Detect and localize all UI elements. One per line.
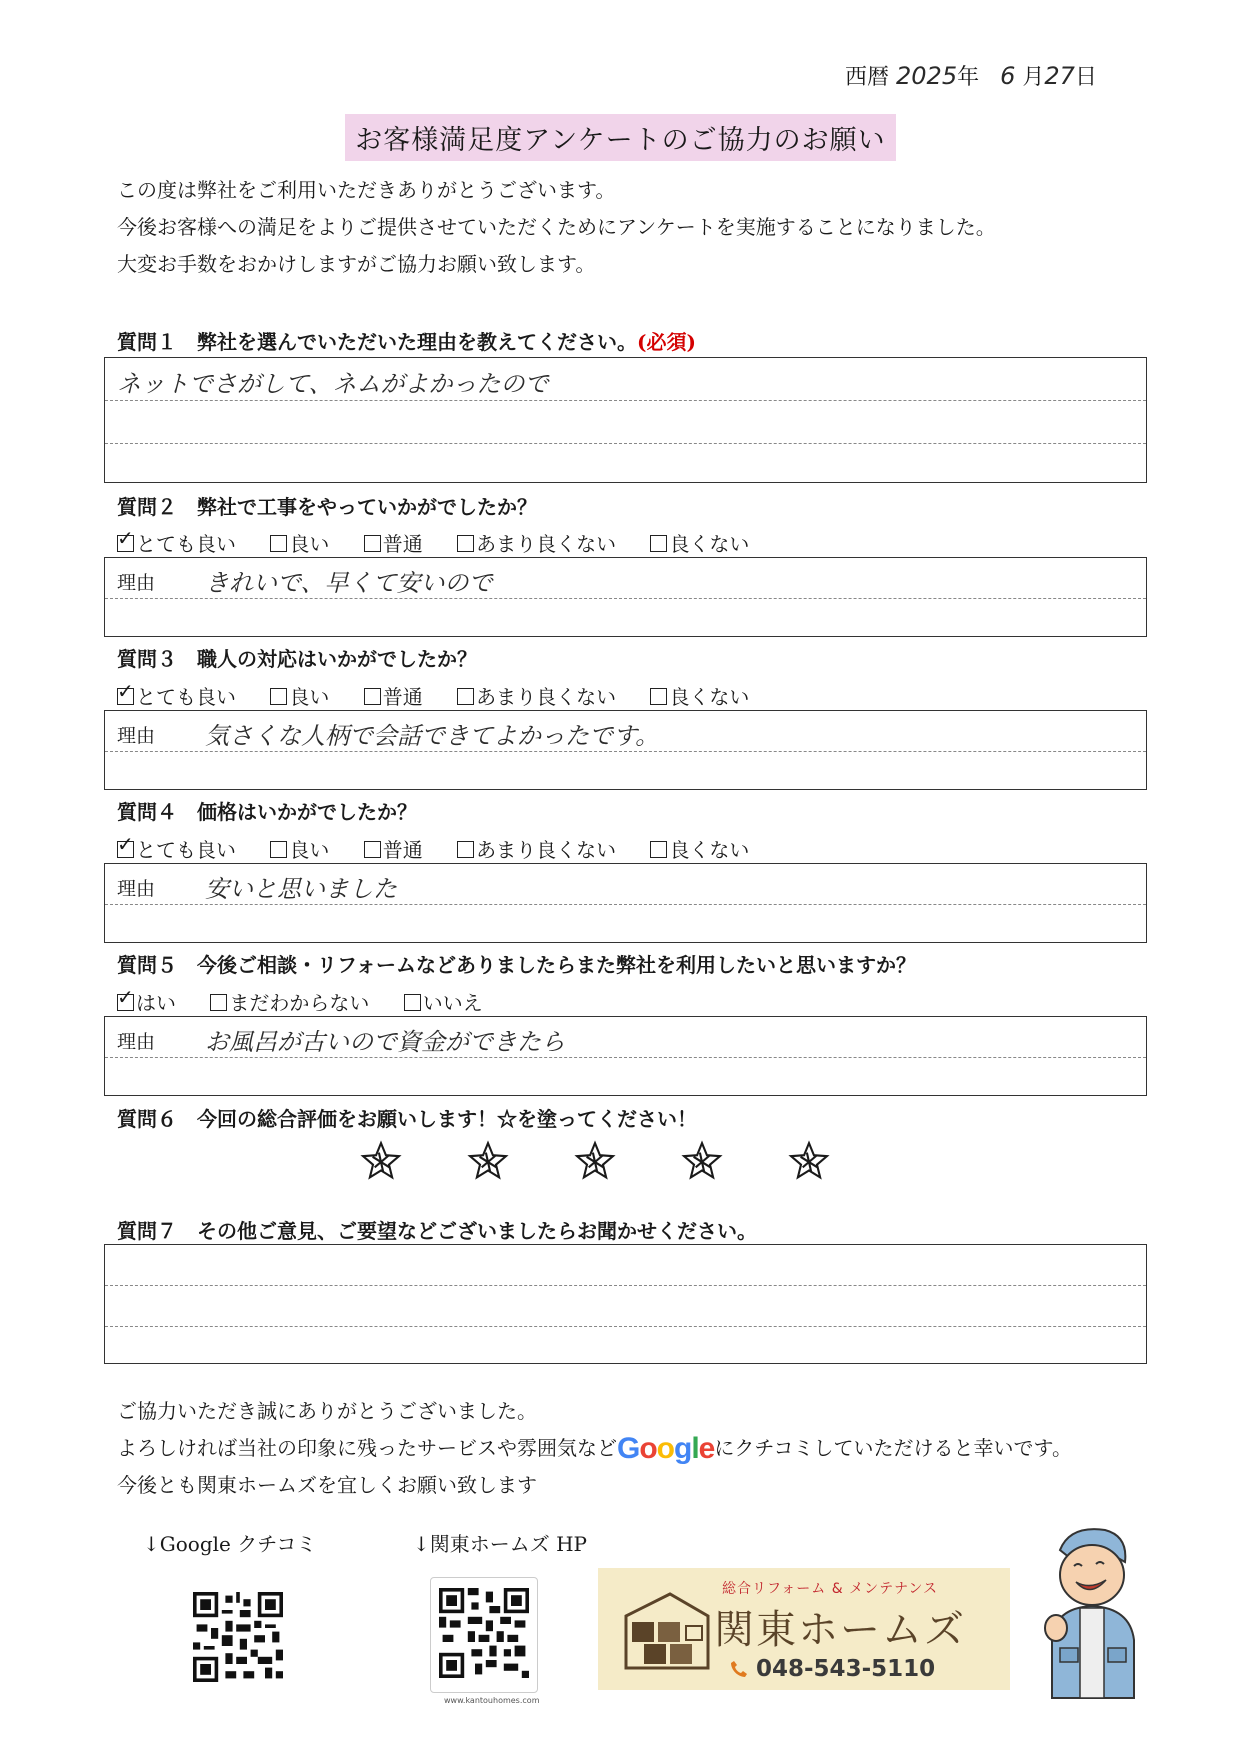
question-6 — [117, 1103, 697, 1132]
answer-line — [105, 711, 1146, 752]
answer-line — [105, 358, 1146, 401]
question-text: 価格はいかがでしたか？ — [197, 800, 417, 824]
title-wrap — [0, 114, 1241, 161]
checkbox[interactable] — [457, 535, 474, 552]
option-not-very-good[interactable] — [457, 681, 616, 710]
answer-line — [105, 444, 1146, 482]
question-number: 質問５ — [117, 953, 177, 977]
question-number: 質問６ — [117, 1107, 177, 1131]
option-label: 良くない — [669, 532, 750, 556]
closing-line: ご協力いただき誠にありがとうございました。 — [117, 1399, 537, 1423]
option-yes[interactable] — [117, 987, 176, 1016]
option-good[interactable] — [270, 834, 329, 863]
option-average[interactable] — [364, 834, 423, 863]
checkbox[interactable] — [404, 994, 421, 1011]
option-label: とても良い — [136, 838, 236, 862]
option-bad[interactable] — [650, 681, 749, 710]
checkbox[interactable] — [270, 688, 287, 705]
star-icon[interactable] — [360, 1140, 402, 1182]
checkbox[interactable] — [210, 994, 227, 1011]
answer-line — [105, 864, 1146, 905]
checkbox[interactable] — [364, 688, 381, 705]
question-1 — [117, 326, 696, 355]
answer-line — [105, 1245, 1146, 1286]
checkbox[interactable] — [650, 688, 667, 705]
reason-label: 理由 — [117, 725, 156, 747]
question-number: 質問７ — [117, 1219, 177, 1243]
option-good[interactable] — [270, 528, 329, 557]
answer-box-q5[interactable] — [104, 1016, 1147, 1096]
star-icon[interactable] — [574, 1140, 616, 1182]
option-label: はい — [136, 991, 176, 1015]
rating-options-q3 — [117, 681, 777, 710]
day-handwritten: 27 — [1044, 62, 1075, 90]
option-undecided[interactable] — [210, 987, 369, 1016]
answer-line — [105, 905, 1146, 943]
star-icon[interactable] — [788, 1140, 830, 1182]
question-text: その他ご意見、ご要望などございましたらお聞かせください。 — [197, 1219, 757, 1243]
handwritten-answer: 安いと思いました — [205, 875, 397, 903]
option-average[interactable] — [364, 681, 423, 710]
question-text: 弊社を選んでいただいた理由を教えてください。 — [197, 330, 637, 354]
answer-line — [105, 1327, 1146, 1363]
answer-box-q3[interactable] — [104, 710, 1147, 790]
option-label: 良くない — [669, 838, 750, 862]
answer-line — [105, 1017, 1146, 1058]
option-label: 良い — [289, 838, 330, 862]
question-3 — [117, 643, 477, 672]
option-label: 良くない — [669, 685, 750, 709]
question-number: 質問１ — [117, 330, 177, 354]
checkbox-checked[interactable] — [117, 841, 134, 858]
homepage-qr-card[interactable] — [430, 1577, 538, 1693]
option-label: いいえ — [422, 991, 483, 1015]
closing-text — [117, 1393, 1072, 1504]
question-number: 質問３ — [117, 647, 177, 671]
answer-box-q2[interactable] — [104, 557, 1147, 637]
checkbox[interactable] — [270, 535, 287, 552]
option-label: あまり良くない — [476, 532, 617, 556]
option-label: とても良い — [136, 685, 236, 709]
option-label: とても良い — [136, 532, 236, 556]
option-no[interactable] — [404, 987, 483, 1016]
checkbox-checked[interactable] — [117, 688, 134, 705]
intro-line: この度は弊社をご利用いただきありがとうございます。 — [117, 178, 616, 202]
question-text: 弊社で工事をやっていかがでしたか？ — [197, 495, 537, 519]
era-label: 西暦 — [845, 65, 890, 90]
worker-mascot-icon — [1030, 1520, 1150, 1700]
qr-code-icon — [439, 1588, 529, 1678]
google-letter: g — [674, 1432, 692, 1465]
option-label: 良い — [289, 532, 330, 556]
company-logo-icon — [620, 1586, 712, 1676]
question-4 — [117, 796, 417, 825]
option-label: まだわからない — [229, 991, 370, 1015]
option-label: 普通 — [382, 532, 423, 556]
month-handwritten: 6 — [1000, 62, 1016, 90]
qr-code-icon — [193, 1592, 283, 1682]
closing-line: 今後とも関東ホームズを宜しくお願い致します — [117, 1473, 537, 1497]
company-banner — [598, 1568, 1010, 1690]
page-title: お客様満足度アンケートのご協力のお願い — [345, 114, 895, 161]
intro-line: 今後お客様への満足をよりご提供させていただくためにアンケートを実施することになりました。 — [117, 215, 996, 239]
question-number: 質問２ — [117, 495, 177, 519]
answer-line — [105, 1058, 1146, 1096]
answer-line — [105, 599, 1146, 637]
checkbox[interactable] — [270, 841, 287, 858]
day-label: 日 — [1074, 65, 1097, 90]
google-review-label: ↓Google クチコミ — [143, 1532, 317, 1556]
question-5 — [117, 949, 916, 978]
handwritten-answer: 気さくな人柄で会話できてよかったです。 — [205, 722, 660, 750]
option-very-good[interactable] — [117, 528, 236, 557]
checkbox[interactable] — [457, 688, 474, 705]
option-label: 普通 — [382, 838, 423, 862]
google-review-qr-code[interactable] — [193, 1592, 283, 1686]
required-mark: (必須) — [637, 330, 696, 354]
handwritten-answer: きれいで、早くて安いので — [205, 569, 493, 597]
question-7 — [117, 1215, 757, 1244]
rating-options-q4 — [117, 834, 777, 863]
question-text: 今後ご相談・リフォームなどありましたらまた弊社を利用したいと思いますか？ — [197, 953, 916, 977]
intro-text — [117, 172, 996, 283]
closing-text-pre: よろしければ当社の印象に残ったサービスや雰囲気など — [117, 1436, 617, 1460]
question-text: 今回の総合評価をお願いします！☆を塗ってください！ — [197, 1107, 697, 1131]
star-icon[interactable] — [681, 1140, 723, 1182]
google-letter: G — [617, 1432, 640, 1465]
checkbox[interactable] — [364, 535, 381, 552]
question-text: 職人の対応はいかがでしたか？ — [197, 647, 477, 671]
checkbox[interactable] — [650, 535, 667, 552]
google-letter: o — [639, 1432, 657, 1465]
reason-label: 理由 — [117, 878, 156, 900]
answer-line — [105, 558, 1146, 599]
month-label: 月 — [1022, 65, 1045, 90]
phone-icon — [730, 1660, 748, 1678]
intro-line: 大変お手数をおかけしますがご協力お願い致します。 — [117, 252, 596, 276]
survey-date — [845, 60, 1097, 91]
reason-label: 理由 — [117, 572, 156, 594]
banner-subtitle: 総合リフォーム & メンテナンス — [722, 1581, 938, 1597]
answer-line — [105, 1286, 1146, 1327]
option-not-very-good[interactable] — [457, 528, 616, 557]
option-label: あまり良くない — [476, 685, 617, 709]
question-2 — [117, 491, 537, 520]
checkbox[interactable] — [457, 841, 474, 858]
rating-options-q2 — [117, 528, 777, 557]
year-handwritten: 2025 — [896, 62, 958, 90]
answer-line — [105, 752, 1146, 790]
option-average[interactable] — [364, 528, 423, 557]
answer-box-q1[interactable] — [104, 357, 1147, 483]
handwritten-answer: ネットでさがして、ネムがよかったので — [117, 370, 549, 398]
checkbox[interactable] — [364, 841, 381, 858]
question-number: 質問４ — [117, 800, 177, 824]
option-label: 良い — [289, 685, 330, 709]
checkbox-checked[interactable] — [117, 535, 134, 552]
closing-text-post: にクチコミしていただけると幸いです。 — [714, 1436, 1072, 1460]
intent-options-q5 — [117, 987, 511, 1016]
option-good[interactable] — [270, 681, 329, 710]
star-rating — [360, 1140, 830, 1182]
answer-line — [105, 401, 1146, 444]
reason-label: 理由 — [117, 1031, 156, 1053]
checkbox[interactable] — [650, 841, 667, 858]
closing-line — [117, 1430, 1072, 1467]
checkbox-checked[interactable] — [117, 994, 134, 1011]
handwritten-answer: お風呂が古いので資金ができたら — [205, 1028, 565, 1056]
option-label: あまり良くない — [476, 838, 617, 862]
answer-box-q7[interactable] — [104, 1244, 1147, 1364]
option-very-good[interactable] — [117, 681, 236, 710]
option-bad[interactable] — [650, 528, 749, 557]
google-letter: e — [698, 1432, 715, 1465]
year-label: 年 — [957, 65, 980, 90]
option-bad[interactable] — [650, 834, 749, 863]
company-name: 関東ホームズ — [714, 1607, 966, 1653]
company-phone[interactable]: 048-543-5110 — [756, 1656, 936, 1682]
option-not-very-good[interactable] — [457, 834, 616, 863]
homepage-label: ↓関東ホームズ HP — [413, 1532, 588, 1556]
google-logo — [617, 1432, 714, 1465]
answer-box-q4[interactable] — [104, 863, 1147, 943]
worker-mascot — [1030, 1520, 1150, 1700]
homepage-url[interactable]: www.kantouhomes.com — [444, 1696, 540, 1705]
google-letter: o — [656, 1432, 674, 1465]
option-very-good[interactable] — [117, 834, 236, 863]
star-icon[interactable] — [467, 1140, 509, 1182]
option-label: 普通 — [382, 685, 423, 709]
google-letter: l — [691, 1432, 699, 1465]
